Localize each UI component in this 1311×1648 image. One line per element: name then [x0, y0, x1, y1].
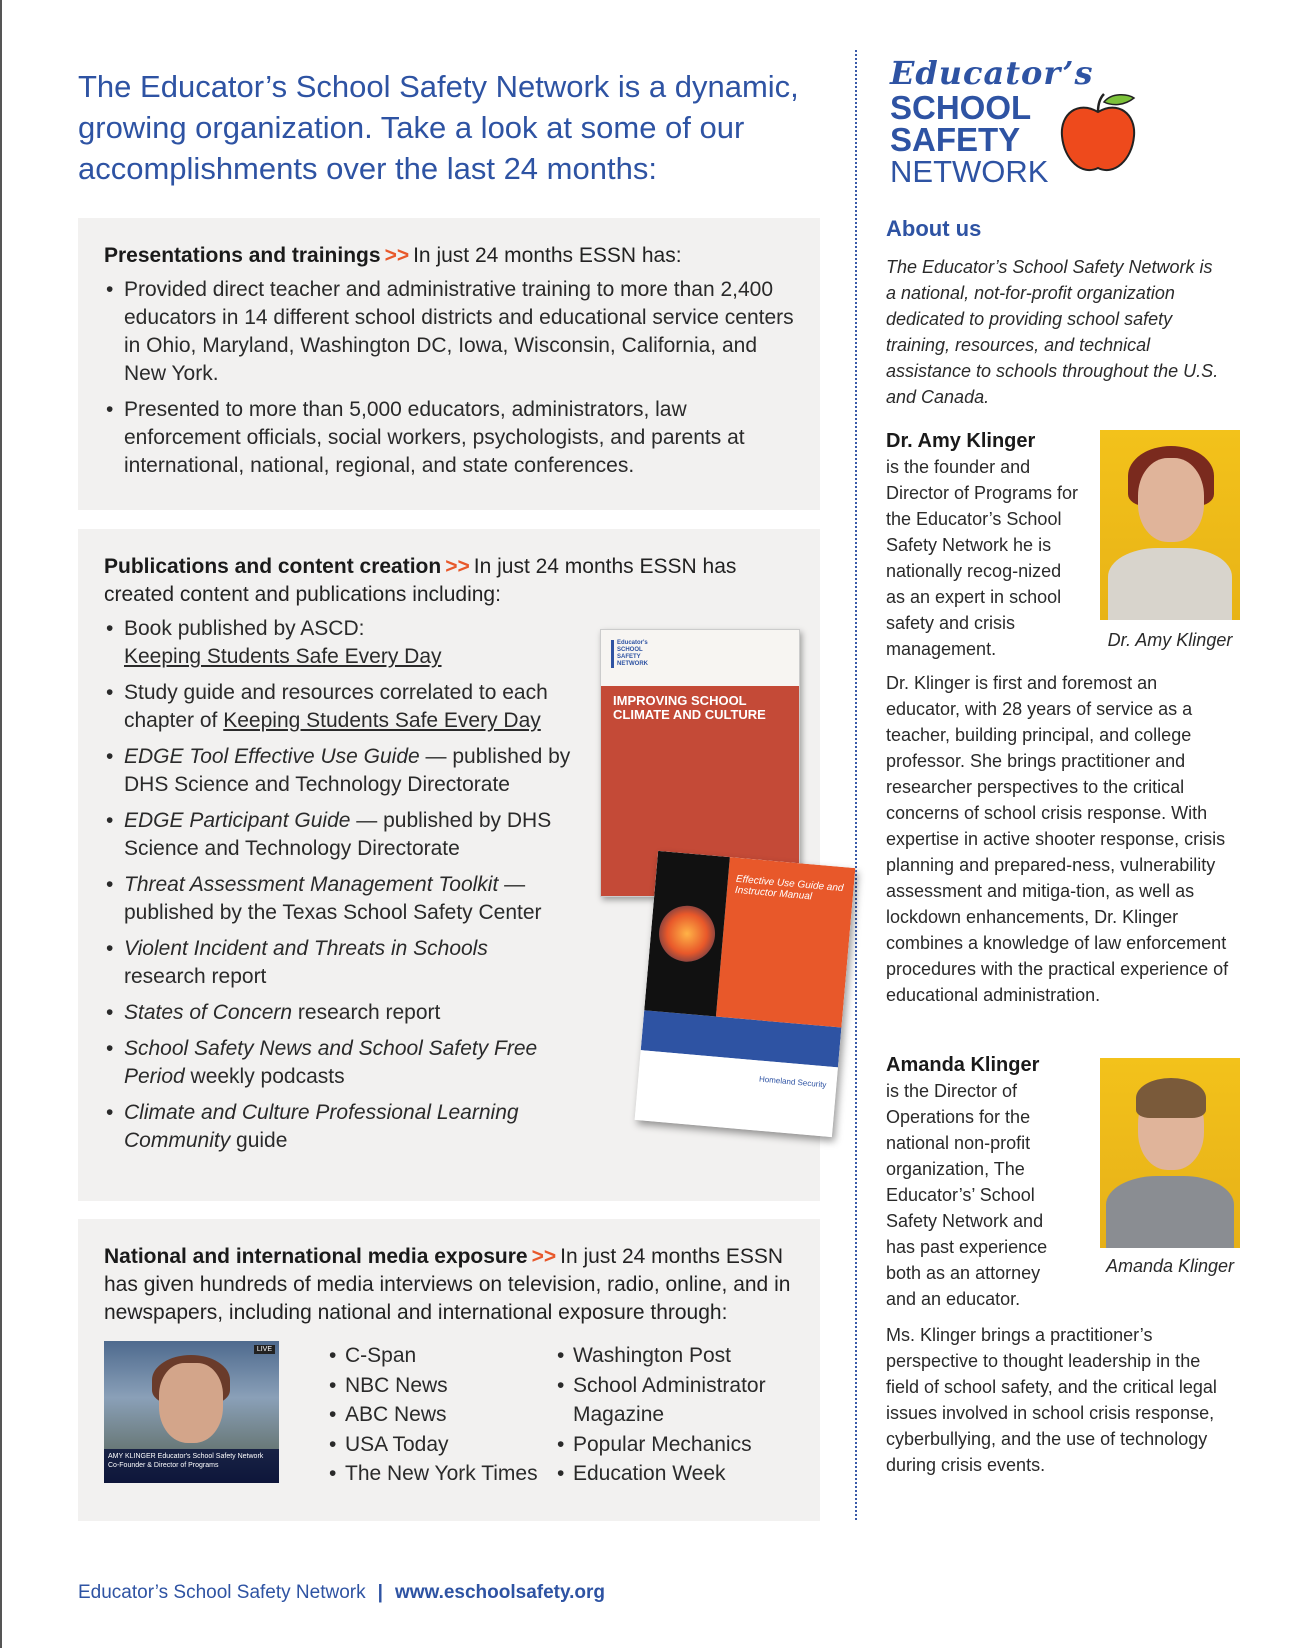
- presentations-title: Presentations and trainings: [104, 244, 381, 267]
- cover-footer: Homeland Security: [635, 1050, 838, 1137]
- item-text: — published by DHS Science and Technology Directorate: [124, 745, 571, 796]
- cover-header: [601, 630, 799, 686]
- item-text: research report: [292, 1001, 441, 1024]
- item-text: Book published by ASCD:: [124, 617, 365, 640]
- publications-panel: [78, 529, 844, 1201]
- list-item: • School Administrator Magazine: [555, 1371, 783, 1430]
- item-title: Climate and Culture Professional Learning Community: [124, 1101, 519, 1152]
- list-item: • The New York Times: [327, 1459, 555, 1489]
- essn-logo: [888, 52, 1150, 192]
- list-item: [104, 679, 574, 735]
- amy-name: Dr. Amy Klinger: [886, 430, 1036, 452]
- amanda-bio-intro: [886, 1052, 1066, 1312]
- page-edge-rule: [0, 0, 2, 1648]
- arrow-icon: >>: [384, 244, 410, 267]
- item-text: research report: [124, 965, 267, 988]
- item-text: — published by DHS Science and Technology Directorate: [124, 809, 552, 860]
- photo-body: [1108, 548, 1232, 620]
- list-item: [104, 743, 574, 799]
- item-title: States of Concern: [124, 1001, 293, 1024]
- presentations-panel: [78, 218, 820, 510]
- logo-line3: SAFETY: [890, 121, 1021, 158]
- photo-body: [1106, 1176, 1234, 1248]
- item-title: Violent Incident and Threats in Schools: [124, 937, 488, 960]
- media-title: National and international media exposure: [104, 1245, 528, 1268]
- presentations-list: [104, 276, 794, 480]
- cover-dark-panel: [644, 851, 730, 1017]
- list-item: • C-Span: [327, 1341, 555, 1371]
- list-item: [104, 1035, 574, 1091]
- logo-line4: NETWORK: [890, 154, 1049, 189]
- media-panel: [78, 1219, 820, 1521]
- list-item: • Provided direct teacher and administrative training to more than 2,400 educators in 14 different school districts and educational service centers in Ohio, Maryland, Washington DC, Iowa, Wisconsin, California, and New York.: [104, 276, 794, 388]
- list-item: • Popular Mechanics: [555, 1430, 783, 1460]
- footer-org: Educator’s School Safety Network: [78, 1582, 366, 1603]
- item-title: EDGE Participant Guide: [124, 809, 351, 832]
- about-heading: About us: [886, 216, 982, 241]
- item-title: Threat Assessment Management Toolkit: [124, 873, 499, 896]
- page-footer: [78, 1582, 605, 1604]
- amy-bio-body: Dr. Klinger is first and foremost an educator, with 28 years of service as a teacher, building principal, and college professor. She brings practitioner and researcher perspectives to the critical concerns of school crisis response. With expertise in active shooter response, crisis planning and prepared-ness, vulnerability assessment and mitiga-tion, as well as lockdown enhancements, Dr. Klinger combines a knowledge of law enforcement procedures with the practical experience of educational administration.: [886, 673, 1229, 1005]
- cover-title: IMPROVING SCHOOL CLIMATE AND CULTURE: [613, 693, 766, 722]
- photo-face: [1138, 458, 1204, 542]
- publications-list: [104, 615, 574, 1155]
- logo-line2: SCHOOL: [890, 89, 1032, 126]
- media-heading: [104, 1243, 794, 1327]
- list-item: • Education Week: [555, 1459, 783, 1489]
- media-outlets-col1: [327, 1341, 555, 1489]
- cover-band: [644, 851, 855, 1028]
- list-item: [104, 871, 574, 927]
- page-headline: The Educator’s School Safety Network is a dynamic, growing organization. Take a look at some of our accomplishments over the last 24 months:: [78, 69, 799, 186]
- list-item: • NBC News: [327, 1371, 555, 1401]
- list-item: • Washington Post: [555, 1341, 783, 1371]
- tv-lower-third: AMY KLINGER Educator's School Safety Network Co-Founder & Director of Programs: [104, 1449, 279, 1483]
- item-title: School Safety News and School Safety Free Period: [124, 1037, 538, 1088]
- book-link[interactable]: Keeping Students Safe Every Day: [124, 645, 442, 668]
- apple-icon: [1058, 90, 1138, 176]
- list-item: [104, 935, 574, 991]
- media-row: [104, 1341, 794, 1489]
- list-item: [104, 615, 574, 671]
- list-item: [104, 807, 574, 863]
- cover-logo: Educator's SCHOOL SAFETY NETWORK: [611, 640, 653, 668]
- amanda-name: Amanda Klinger: [886, 1054, 1040, 1076]
- list-item: • ABC News: [327, 1400, 555, 1430]
- amy-photo-caption: Dr. Amy Klinger: [1107, 630, 1233, 650]
- arrow-icon: >>: [531, 1245, 557, 1268]
- item-text: Study guide and resources correlated to each chapter of: [124, 681, 548, 732]
- amy-klinger-photo: [1100, 430, 1240, 620]
- amanda-photo-caption: Amanda Klinger: [1105, 1256, 1235, 1276]
- list-item: [104, 1099, 574, 1155]
- arrow-icon: >>: [445, 555, 470, 578]
- edge-guide-cover: [635, 851, 856, 1137]
- list-item: [104, 999, 574, 1027]
- publications-heading: [104, 553, 794, 609]
- about-text: The Educator’s School Safety Network is a national, not-for-profit organization dedicated to providing school safety training, resources, and technical assistance to schools throughout the U.S. and Canada.: [886, 257, 1219, 407]
- item-text: weekly podcasts: [184, 1065, 345, 1088]
- footer-separator: |: [377, 1582, 383, 1603]
- item-text: guide: [230, 1129, 288, 1152]
- tv-interview-screenshot: [104, 1341, 279, 1483]
- footer-url-link[interactable]: www.eschoolsafety.org: [394, 1582, 606, 1603]
- live-badge: LIVE: [254, 1345, 275, 1354]
- amanda-bio-body: Ms. Klinger brings a practitioner’s perspective to thought leadership in the field of school safety, and the critical legal issues involved in school crisis response, cyberbullying, and the use of technology during crisis events.: [886, 1325, 1217, 1475]
- amy-bio-intro: [886, 428, 1081, 662]
- list-item: • Presented to more than 5,000 educators, administrators, law enforcement officials, social workers, psychologists, and parents at international, national, regional, and state conferences.: [104, 396, 794, 480]
- logo-line1: Educator’s: [890, 54, 1094, 92]
- publications-title: Publications and content creation: [104, 555, 442, 578]
- amanda-klinger-photo: [1100, 1058, 1240, 1248]
- item-title: EDGE Tool Effective Use Guide: [124, 745, 420, 768]
- photo-hair: [1136, 1078, 1206, 1118]
- column-divider: [855, 50, 857, 1520]
- person-face: [159, 1363, 223, 1443]
- media-outlets-col2: [555, 1341, 783, 1489]
- amanda-intro-text: is the Director of Operations for the national non-profit organization, The Educator’s’ School Safety Network and has past experience both as an attorney and an educator.: [886, 1081, 1048, 1309]
- amy-intro-text: is the founder and Director of Programs for the Educator’s School Safety Network he is nationally recog-nized as an expert in school safety and crisis management.: [886, 457, 1079, 659]
- media-intro: In just 24 months ESSN has given hundreds of media interviews on television, radio, online, and in newspapers, including national and international exposure through:: [104, 1245, 791, 1324]
- list-item: • USA Today: [327, 1430, 555, 1460]
- cover-title: Effective Use Guide and Instructor Manual: [716, 857, 855, 1027]
- item-text: — published by the Texas School Safety Center: [124, 873, 542, 924]
- edge-globe-icon: [657, 903, 718, 964]
- publications-intro: In just 24 months ESSN has created content and publications including:: [104, 555, 737, 606]
- presentations-intro: In just 24 months ESSN has:: [413, 244, 682, 267]
- presentations-heading: [104, 242, 794, 270]
- book-link[interactable]: Keeping Students Safe Every Day: [223, 709, 541, 732]
